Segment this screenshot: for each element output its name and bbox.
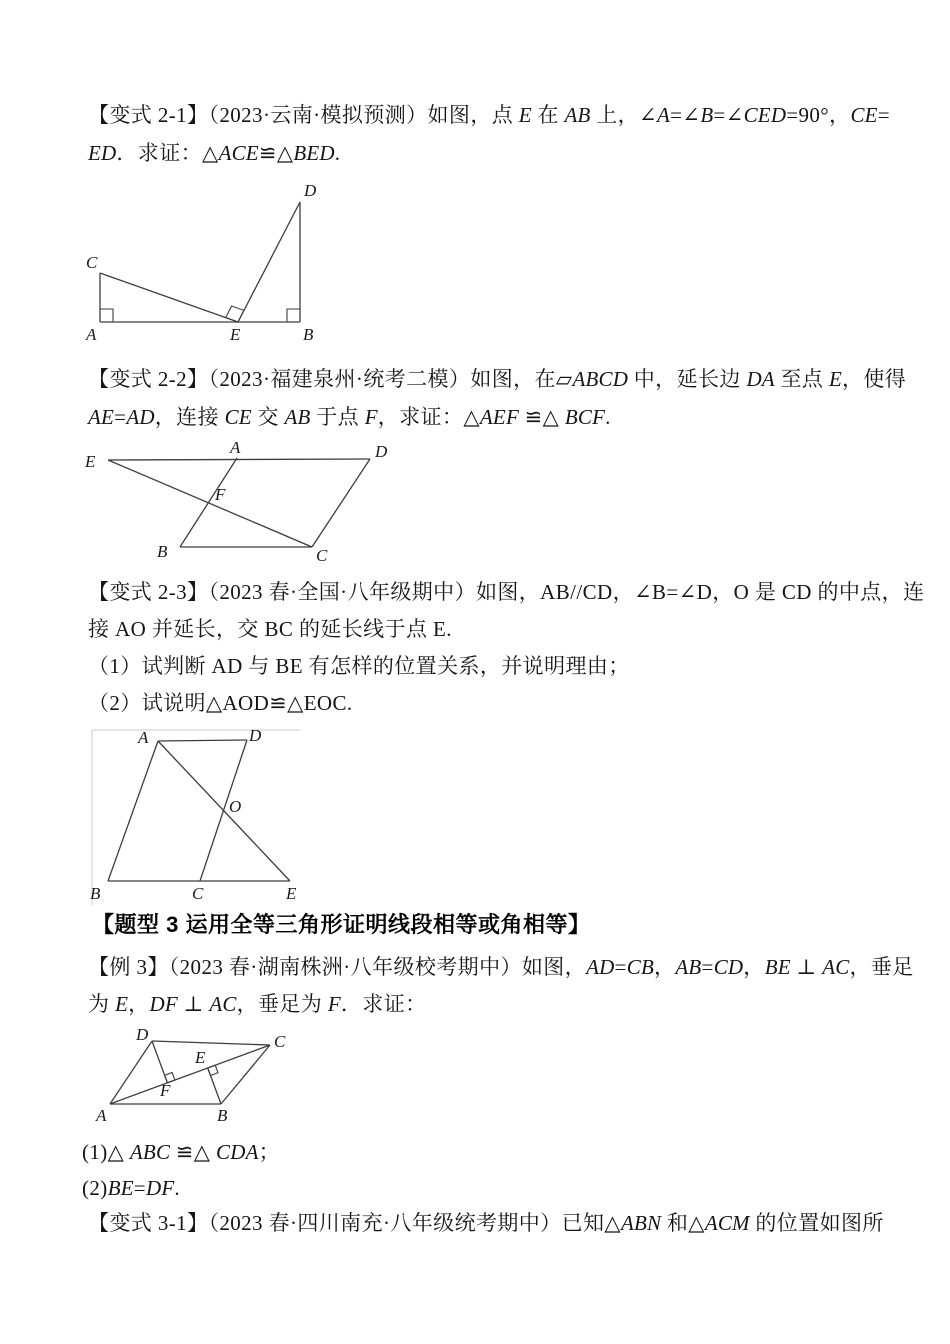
point-label-O: O [229, 797, 242, 816]
point-label-F: F [160, 1081, 171, 1100]
point-label-B: B [217, 1106, 228, 1125]
point-label-F: F [215, 485, 226, 504]
text-line: 【变式 2-3】（2023 春·全国·八年级期中）如图，AB//CD，∠B=∠D，O 是 CD 的中点，连 [88, 580, 925, 604]
segment-AD [110, 1041, 152, 1104]
right-angle-marker-E [226, 306, 244, 322]
text-line: 【变式 2-1】（2023·云南·模拟预测）如图，点 E 在 AB 上，∠A=∠B=∠CED=90°，CE= [88, 103, 890, 127]
point-label-E: E [230, 325, 241, 344]
text-line: (1)△ ABC ≌△ CDA； [82, 1140, 281, 1164]
point-label-D: D [375, 442, 388, 461]
point-label-A: A [230, 440, 241, 457]
point-label-B: B [303, 325, 314, 344]
figure-parallelogram-abcd-e [75, 440, 395, 565]
segment-DC [152, 1041, 270, 1045]
right-angle-marker-B [287, 309, 300, 322]
right-angle-marker-A [100, 309, 113, 322]
segment-AB [180, 458, 237, 547]
segment-AD [158, 740, 247, 741]
segment-ED [238, 202, 300, 322]
figure-triangles-ace-bed [82, 180, 322, 345]
point-label-B: B [157, 542, 168, 561]
point-label-C: C [192, 884, 204, 903]
point-label-C: C [274, 1032, 286, 1051]
text-line: （1）试判断 AD 与 BE 有怎样的位置关系，并说明理由； [88, 654, 630, 678]
point-label-A: A [86, 325, 97, 344]
figure-aod-eoc [85, 722, 325, 907]
text-line: ED．求证：△ACE≌△BED. [88, 141, 341, 165]
point-label-A: A [138, 728, 149, 747]
text-line: 接 AO 并延长，交 BC 的延长线于点 E. [88, 617, 452, 641]
point-label-D: D [136, 1025, 149, 1044]
point-label-C: C [316, 546, 328, 565]
section-heading-topic-3: 【题型 3 运用全等三角形证明线段相等或角相等】 [92, 912, 591, 937]
text-line: 为 E，DF ⊥ AC，垂足为 F．求证： [88, 992, 427, 1016]
segment-AB [108, 741, 158, 881]
segment-EC [108, 460, 312, 547]
point-label-C: C [86, 253, 98, 272]
segment-CD [312, 459, 370, 547]
point-label-E: E [85, 452, 96, 471]
segment-ED-through-A [108, 459, 370, 460]
point-label-B: B [90, 884, 101, 903]
point-label-D: D [304, 181, 317, 200]
text-line: （2）试说明△AOD≌△EOC. [88, 691, 353, 715]
point-label-E: E [286, 884, 297, 903]
segment-CE [100, 273, 238, 322]
text-line: 【变式 2-2】（2023·福建泉州·统考二模）如图，在▱ABCD 中，延长边 DA 至点 E，使得 [88, 367, 907, 391]
text-line: AE=AD，连接 CE 交 AB 于点 F，求证：△AEF ≌△ BCF. [88, 405, 611, 429]
point-label-E: E [195, 1048, 206, 1067]
figure-abcd-perpendiculars [88, 1025, 298, 1130]
text-line: (2)BE=DF. [82, 1176, 181, 1200]
point-label-A: A [96, 1106, 107, 1125]
text-line: 【变式 3-1】（2023 春·四川南充·八年级统考期中）已知△ABN 和△ACM 的位置如图所 [88, 1211, 884, 1235]
segment-AE-through-O [158, 741, 290, 881]
point-label-D: D [249, 726, 262, 745]
text-line: 【例 3】（2023 春·湖南株洲·八年级校考期中）如图，AD=CB，AB=CD，BE ⊥ AC，垂足 [88, 955, 914, 979]
